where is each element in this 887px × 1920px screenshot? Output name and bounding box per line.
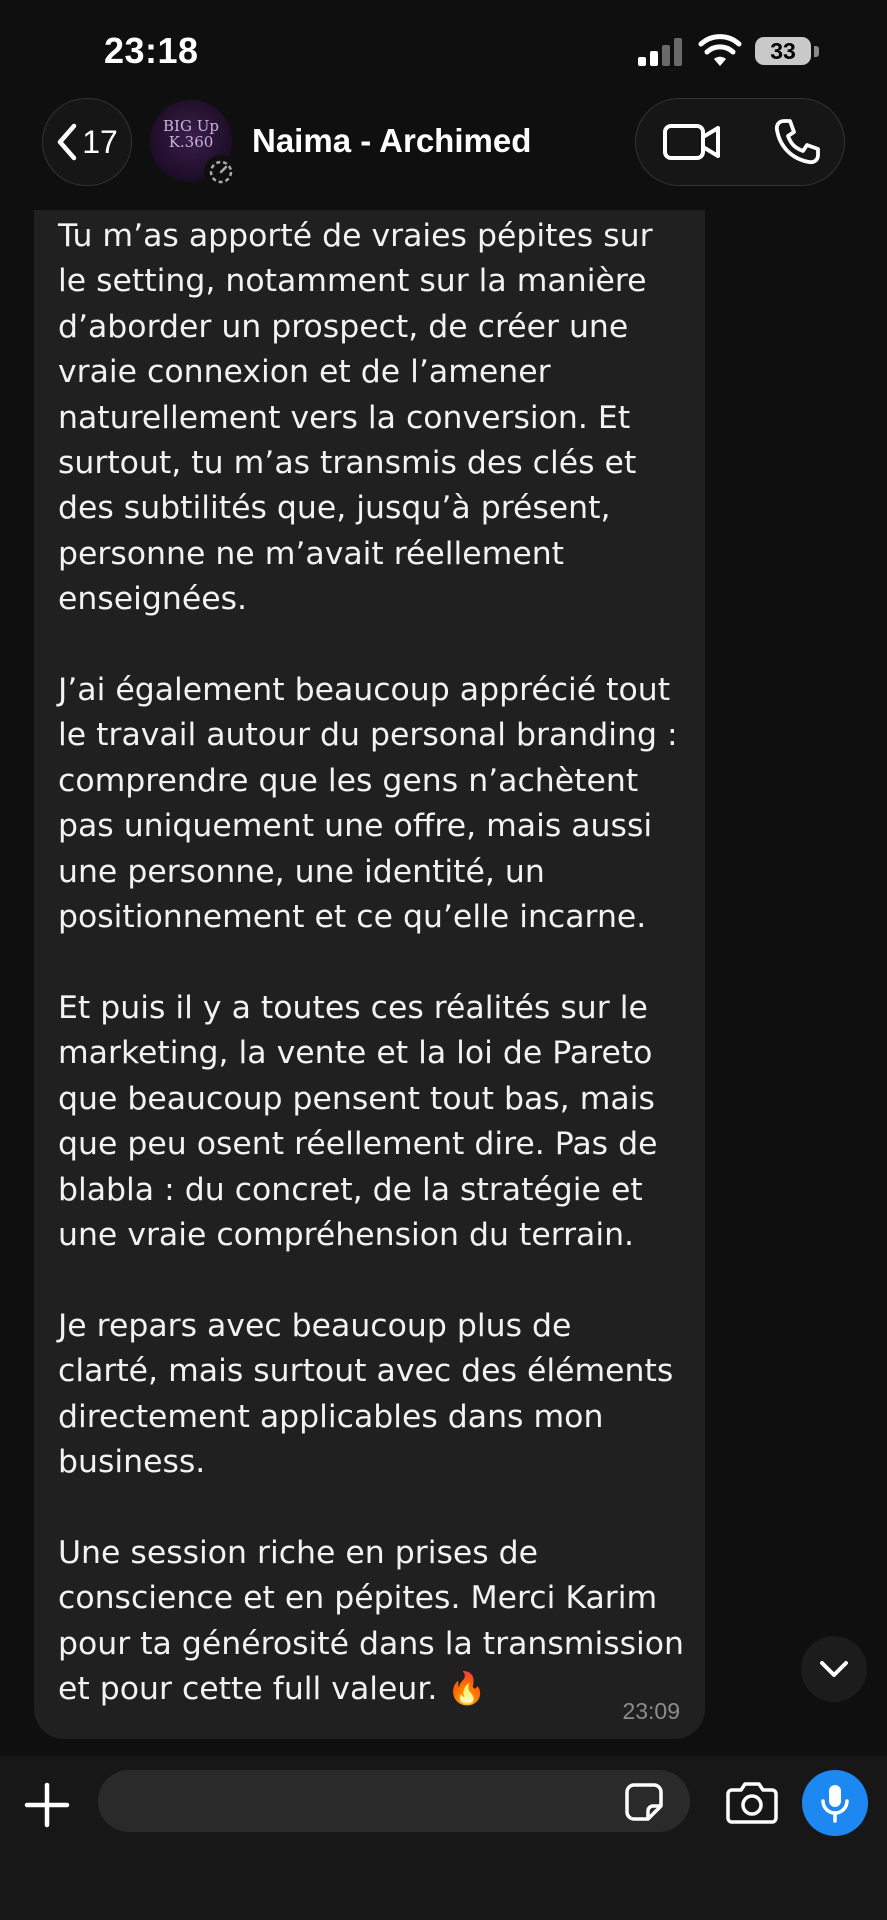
microphone-icon [820,1783,850,1823]
plus-icon[interactable] [24,1782,70,1828]
composer-bar [0,1756,887,1920]
battery-nub [814,46,819,57]
contact-name[interactable]: Naima - Archimed [252,122,532,159]
message-bubble[interactable] [34,210,705,1739]
camera-icon[interactable] [726,1780,778,1824]
message-text: Tu m’as apporté de vraies pépites sur le setting, notamment sur la manière d’aborder un prospect, de créer une vraie connexion et de l’amener naturellement vers la conversion. Et surtout, tu m’as transmis des clés et des subtilités que, jusqu’à présent, personne ne m’avait réellement enseignées. J’ai également beaucoup apprécié tout le travail autour du personal branding : comprendre que les gens n’achètent pas uniquement une offre, mais aussi une personne, une identité, un positionnement et ce qu’elle incarne. Et puis il y a toutes ces réalités sur le marketing, la vente et la loi de Pareto que beaucoup pensent tout bas, mais que peu osent réellement dire. Pas de blabla : du concret, de la stratégie et une vraie compréhension du terrain. Je repars avec beaucoup plus de clarté, mais surtout avec des éléments directement applicables dans mon business. Une session riche en prises de conscience et en pépites. Merci Karim pour ta générosité dans la transmission et pour cette full valeur. 🔥 [58,218,685,1707]
status-time: 23:18 [104,30,199,71]
battery-icon: 33 [755,37,811,65]
signal-icon [638,38,684,66]
message-timestamp: 23:09 [622,1698,680,1724]
video-call-icon[interactable] [662,119,722,165]
chevron-down-icon [819,1660,849,1678]
call-actions [635,98,845,186]
status-badge-icon [204,155,238,189]
scroll-down-button[interactable] [801,1636,867,1702]
message-input[interactable] [98,1770,690,1832]
avatar-logo-text: BIG Up K.360 [163,117,219,151]
phone-icon[interactable] [772,117,822,167]
back-button[interactable] [42,98,132,186]
microphone-button[interactable] [802,1770,868,1836]
sticker-icon[interactable] [624,1782,664,1822]
unread-count: 17 [82,123,118,160]
chevron-left-icon [56,123,78,161]
wifi-icon [698,34,742,68]
